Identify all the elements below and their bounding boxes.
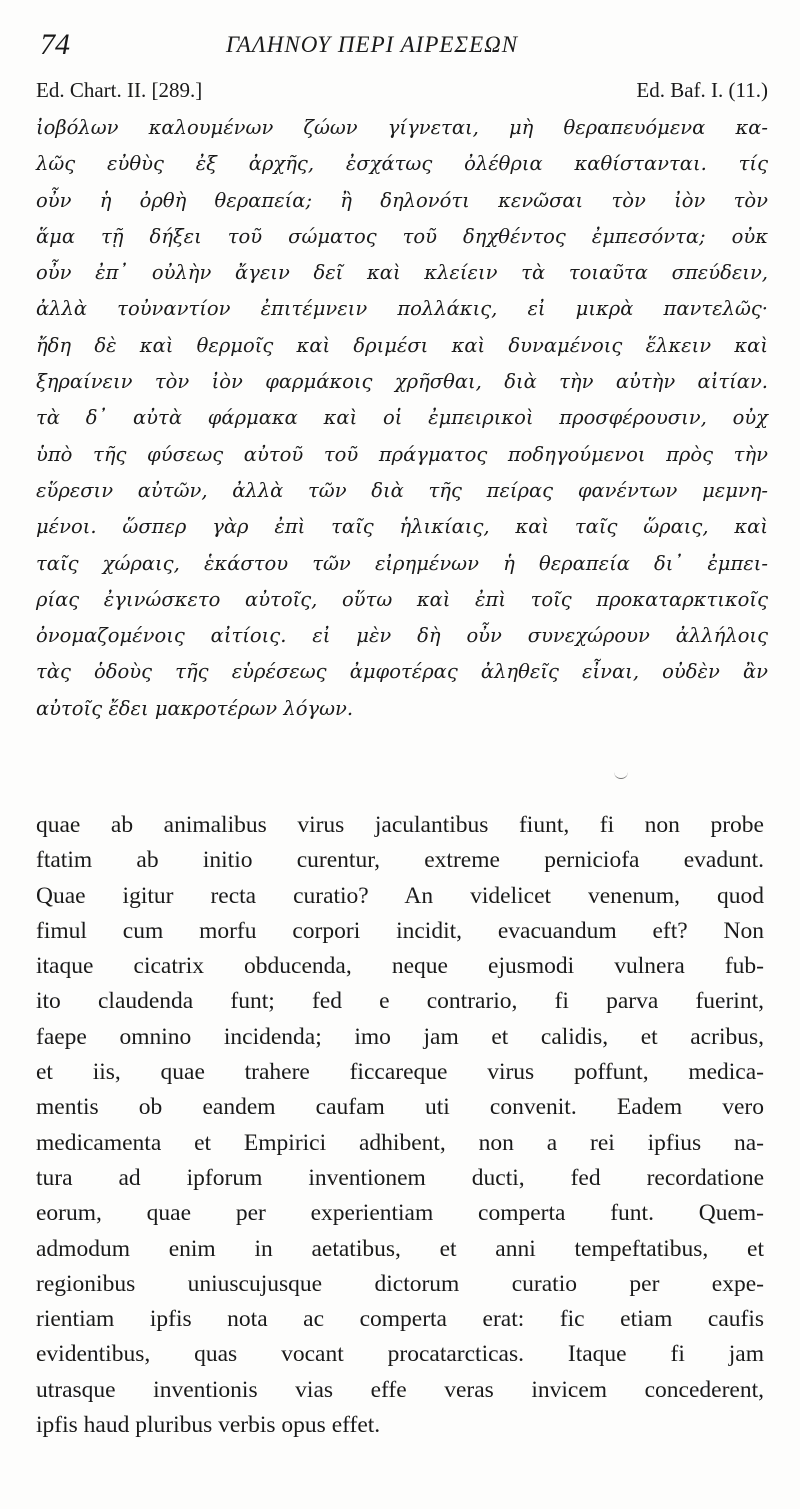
latin-text-line: faepe omnino incidenda; imo jam et calidis, et acribus, <box>36 1023 764 1050</box>
latin-text-line: quae ab animalibus virus jaculantibus fiunt, fi non probe <box>36 812 764 838</box>
greek-text-line: ταῖς χώραις, ἑκάστου τῶν εἰρημένων ἡ θεραπεία δι᾽ ἐμπει- <box>36 551 768 575</box>
latin-text-line: admodum enim in aetatibus, et anni tempeftatibus, et <box>36 1235 764 1262</box>
running-title: ΓΑΛΗΝΟΥ ΠΕΡΙ ΑΙΡΕΣΕΩΝ <box>226 32 519 57</box>
latin-text-line: et iis, quae trahere ficcareque virus poffunt, medica- <box>36 1059 764 1086</box>
edition-reference-line <box>36 78 768 108</box>
latin-text-line: Quae igitur recta curatio? An videlicet venenum, quod <box>36 882 764 909</box>
latin-text-line: regionibus uniuscujusque dictorum curatio per expe- <box>36 1270 764 1297</box>
latin-text-line: evidentibus, quas vocant procatarcticas. Itaque fi jam <box>36 1341 764 1368</box>
greek-text-line: οὖν ἐπ᾽ οὐλὴν ἄγειν δεῖ καὶ κλείειν τὰ τοιαῦτα σπεύδειν, <box>36 261 768 285</box>
latin-text-line: utrasque inventionis vias effe veras invicem concederent, <box>36 1376 764 1403</box>
greek-text-line: λῶς εὐθὺς ἐξ ἀρχῆς, ἐσχάτως ὀλέθρια καθίστανται. τίς <box>36 152 768 176</box>
latin-text-line: ito claudenda funt; fed e contrario, fi parva fuerint, <box>36 988 764 1015</box>
greek-text-line: τὰ δ᾽ αὐτὰ φάρμακα καὶ οἱ ἐμπειρικοὶ προσφέρουσιν, οὐχ <box>36 406 768 430</box>
page-number: 74 <box>40 28 70 61</box>
latin-text-line: fimul cum morfu corpori incidit, evacuandum eft? Non <box>36 917 764 944</box>
greek-text-line: ρίας ἐγινώσκετο αὐτοῖς, οὕτω καὶ ἐπὶ τοῖς προκαταρκτικοῖς <box>36 587 768 611</box>
greek-text-line: ὑπὸ τῆς φύσεως αὐτοῦ τοῦ πράγματος ποδηγούμενοι πρὸς τὴν <box>36 442 768 466</box>
latin-text-line: ipfis haud pluribus verbis opus effet. <box>36 1412 381 1439</box>
greek-text-line: ἤδη δὲ καὶ θερμοῖς καὶ δριμέσι καὶ δυναμένοις ἕλκειν καὶ <box>36 333 768 357</box>
edition-chart-reference: Ed. Chart. II. [289.] <box>36 78 203 102</box>
greek-text-line: μένοι. ὥσπερ γὰρ ἐπὶ ταῖς ἡλικίαις, καὶ ταῖς ὥραις, καὶ <box>36 515 768 539</box>
greek-text-line: ἅμα τῇ δήξει τοῦ σώματος τοῦ δηχθέντος ἐμπεσόντα; οὐκ <box>36 224 768 248</box>
latin-text-line: tura ad ipforum inventionem ducti, fed recordatione <box>36 1164 764 1191</box>
greek-text-line: ἰοβόλων καλουμένων ζώων γίγνεται, μὴ θεραπευόμενα κα- <box>36 116 768 139</box>
greek-text-line: εὕρεσιν αὐτῶν, ἀλλὰ τῶν διὰ τῆς πείρας φανέντων μεμνη- <box>36 478 768 502</box>
latin-text-line: eorum, quae per experientiam comperta funt. Quem- <box>36 1200 764 1227</box>
greek-text-line: ξηραίνειν τὸν ἰὸν φαρμάκοις χρῆσθαι, διὰ τὴν αὐτὴν αἰτίαν. <box>36 370 768 394</box>
latin-text-line: itaque cicatrix obducenda, neque ejusmodi vulnera fub- <box>36 953 764 980</box>
latin-text-line: ftatim ab initio curentur, extreme perniciofa evadunt. <box>36 847 764 874</box>
latin-text-block <box>36 808 764 1443</box>
latin-text-line: medicamenta et Empirici adhibent, non a rei ipfius na- <box>36 1129 764 1156</box>
greek-text-line: αὐτοῖς ἔδει μακροτέρων λόγων. <box>36 696 354 720</box>
greek-text-line: ἀλλὰ τοὐναντίον ἐπιτέμνειν πολλάκις, εἰ μικρὰ παντελῶς· <box>36 297 768 321</box>
latin-text-line: mentis ob eandem caufam uti convenit. Eadem vero <box>36 1094 764 1121</box>
edition-basel-reference: Ed. Baf. I. (11.) <box>636 78 768 102</box>
greek-text-line: τὰς ὁδοὺς τῆς εὑρέσεως ἀμφοτέρας ἀληθεῖς εἶναι, οὐδὲν ἂν <box>36 660 768 684</box>
section-divider-mark <box>614 770 628 779</box>
greek-text-line: ὀνομαζομένοις αἰτίοις. εἰ μὲν δὴ οὖν συνεχώρουν ἀλλήλοις <box>36 624 768 648</box>
greek-text-line: οὖν ἡ ὀρθὴ θεραπεία; ἢ δηλονότι κενῶσαι τὸν ἰὸν τὸν <box>36 188 768 212</box>
greek-text-block <box>36 110 768 727</box>
page-header <box>36 22 776 72</box>
latin-text-line: rientiam ipfis nota ac comperta erat: fic etiam caufis <box>36 1306 764 1333</box>
